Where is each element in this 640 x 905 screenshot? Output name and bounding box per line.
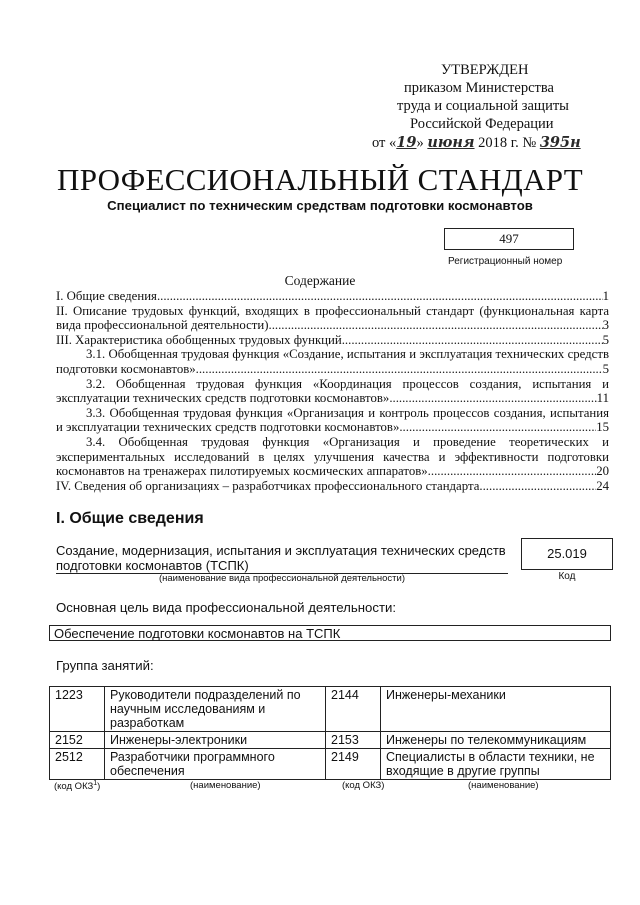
caption-name: (наименование)	[190, 780, 261, 791]
approval-date	[372, 134, 581, 153]
toc-entry-3-4	[56, 435, 609, 479]
approval-title: УТВЕРЖДЕН	[441, 62, 529, 78]
section-heading: I. Общие сведения	[56, 510, 204, 527]
toc-entry-text: подготовки космонавтов»	[56, 361, 196, 376]
toc-leader	[389, 391, 596, 406]
activity-caption: (наименование вида профессиональной деятельности)	[158, 573, 406, 584]
activity-code-caption: Код	[558, 571, 576, 582]
caption-okz-code-2: (код ОКЗ)	[342, 780, 385, 791]
toc-page: 24	[596, 478, 609, 493]
toc-leader	[157, 289, 603, 304]
caption-text: (код ОКЗ	[54, 781, 94, 793]
toc-page: 1	[602, 289, 609, 303]
toc-entry-3-1	[56, 347, 609, 376]
caption-okz-code	[54, 780, 100, 792]
date-prefix: от «	[372, 135, 397, 151]
goal-box: Обеспечение подготовки космонавтов на ТСПК	[49, 625, 611, 641]
toc-entry-text: вида профессиональной деятельности)	[56, 318, 269, 333]
occupation-name: Инженеры-механики	[381, 687, 611, 732]
toc-entry-text: I. Общие сведения	[56, 289, 157, 303]
document-title: ПРОФЕССИОНАЛЬНЫЙ СТАНДАРТ	[57, 162, 583, 197]
caption-name-2: (наименование)	[468, 780, 539, 791]
activity-code-box: 25.019	[521, 538, 613, 570]
toc-entry-text: IV. Сведения об организациях – разработчиках профессионального стандарта	[56, 478, 480, 493]
toc-page: 5	[602, 332, 609, 347]
occupation-table	[49, 686, 611, 780]
toc-page: 20	[596, 464, 609, 479]
date-year: 2018 г. №	[478, 135, 537, 151]
toc-entry-text: космонавтов на тренажерах пилотируемых космических аппаратов»	[56, 464, 428, 479]
table-row	[50, 732, 611, 749]
okz-code: 2153	[326, 732, 381, 749]
okz-code: 2512	[50, 749, 105, 780]
toc-leader	[269, 318, 603, 333]
toc-heading: Содержание	[284, 273, 356, 288]
toc-leader	[399, 420, 596, 435]
toc-leader	[342, 333, 603, 348]
approval-line-4: Российской Федерации	[410, 116, 554, 132]
date-mid: »	[416, 135, 424, 151]
table-of-contents	[56, 289, 609, 493]
occupation-name: Разработчики программного обеспечения	[105, 749, 326, 780]
toc-leader	[428, 464, 597, 479]
activity-name: Создание, модернизация, испытания и эксплуатация технических средств подготовки космонавтов (ТСПК)	[56, 543, 506, 573]
caption-text: )	[97, 781, 101, 793]
toc-entry-iii	[56, 333, 609, 348]
toc-leader	[479, 479, 596, 494]
toc-entry-text: эксплуатации технических средств подготовки космонавтов»	[56, 391, 390, 406]
toc-leader	[196, 362, 603, 377]
okz-code: 2144	[326, 687, 381, 732]
document-subtitle: Специалист по техническим средствам подготовки космонавтов	[107, 198, 533, 213]
group-label: Группа занятий:	[56, 658, 154, 673]
toc-entry-text: 3.3. Обобщенная трудовая функция «Организация и контроль процессов создания, испытания	[86, 405, 609, 420]
toc-page: 15	[596, 420, 609, 435]
toc-page: 11	[596, 391, 609, 406]
toc-entry-iv	[56, 479, 609, 494]
occupation-name: Инженеры по телекоммуникациям	[381, 732, 611, 749]
order-number-handwritten: 395н	[539, 134, 581, 151]
okz-code: 2149	[326, 749, 381, 780]
toc-entry-ii	[56, 304, 609, 333]
toc-page: 5	[602, 361, 609, 376]
toc-entry-i	[56, 289, 609, 304]
toc-entry-text: 3.1. Обобщенная трудовая функция «Создание, испытания и эксплуатация технических средств	[86, 347, 609, 362]
occupation-name: Специалисты в области техники, не входящие в другие группы	[381, 749, 611, 780]
toc-entry-text: 3.4. Обобщенная трудовая функция «Организация и проведение теоретических и	[86, 434, 609, 449]
toc-entry-text: экспериментальных исследований в целях улучшения качества и эффективности подготовки	[56, 449, 609, 464]
toc-page: 3	[602, 318, 609, 333]
occupation-name: Руководители подразделений по научным исследованиям и разработкам	[105, 687, 326, 732]
okz-code: 2152	[50, 732, 105, 749]
toc-entry-text: и эксплуатации технических средств подготовки космонавтов»	[56, 420, 400, 435]
approval-line-3: труда и социальной защиты	[397, 98, 569, 114]
table-row	[50, 749, 611, 780]
table-row	[50, 687, 611, 732]
registration-number-label: Регистрационный номер	[448, 256, 563, 267]
okz-code: 1223	[50, 687, 105, 732]
toc-entry-3-3	[56, 406, 609, 435]
toc-entry-text: III. Характеристика обобщенных трудовых функций	[56, 332, 342, 347]
approval-line-2: приказом Министерства	[404, 80, 554, 96]
goal-label: Основная цель вида профессиональной деятельности:	[56, 600, 397, 615]
occupation-name: Инженеры-электроники	[105, 732, 326, 749]
registration-number-box: 497	[444, 228, 574, 250]
toc-entry-text: II. Описание трудовых функций, входящих в профессиональный стандарт (функциональная карта	[56, 303, 609, 318]
toc-entry-3-2	[56, 377, 609, 406]
date-day-handwritten: 19	[396, 134, 417, 151]
date-month-handwritten: июня	[427, 134, 475, 151]
toc-entry-text: 3.2. Обобщенная трудовая функция «Координация процессов создания, испытания и	[86, 376, 609, 391]
footnote-mark: 1	[93, 780, 98, 787]
